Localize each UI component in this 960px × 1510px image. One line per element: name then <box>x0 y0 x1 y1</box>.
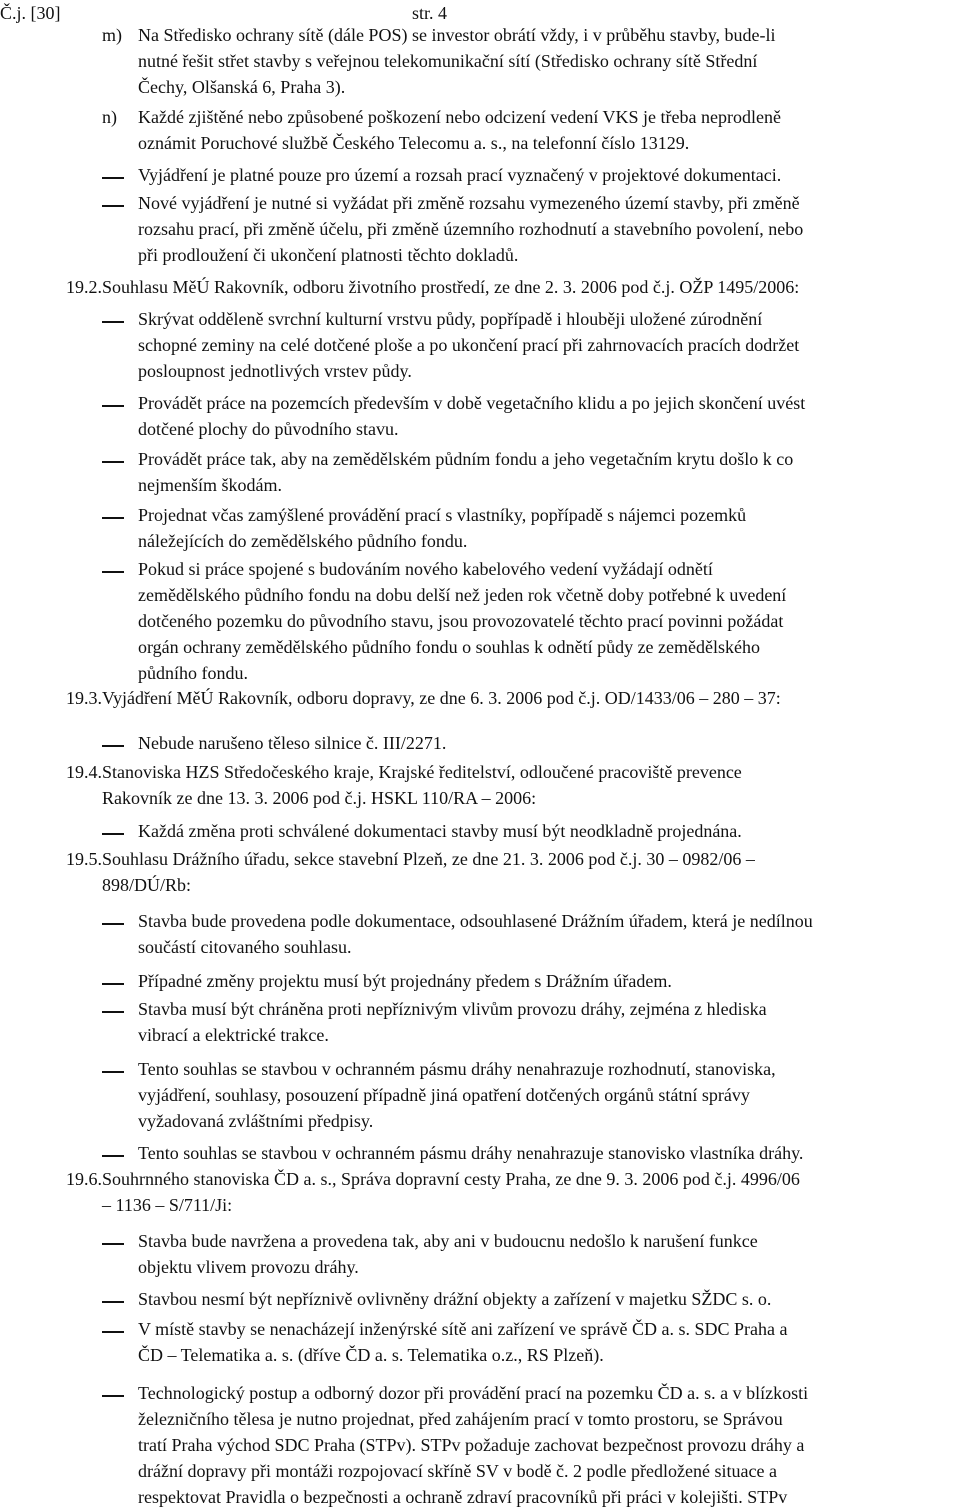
text-line: drážní dopravy při montáži rozpojovací skříně SV v bodě č. 2 podle předložené situace a <box>138 1461 777 1481</box>
text-line: – 1136 – S/711/Ji: <box>102 1195 233 1215</box>
text-line: schopné zeminy na celé dotčené ploše a po ukončení prací při zahrnovacích pracích dodržet <box>138 335 800 355</box>
dash-bullet <box>102 461 124 463</box>
dash-bullet <box>102 983 124 985</box>
text-line: Čechy, Olšanská 6, Praha 3). <box>138 77 346 97</box>
dash-bullet <box>102 205 124 207</box>
text-line: Každá změna proti schválené dokumentaci stavby musí být neodkladně projednána. <box>138 821 742 841</box>
text-line: nutné řešit střet stavby s veřejnou telekomunikační sítí (Středisko ochrany sítě Střední <box>138 51 758 71</box>
dash-bullet <box>102 321 124 323</box>
text-line: Vyjádření je platné pouze pro území a rozsah prací vyznačený v projektové dokumentaci. <box>138 165 782 185</box>
text-line: dotčeného pozemku do původního stavu, jsou provozovatelé těchto prací povinni požádat <box>138 611 784 631</box>
dash-bullet <box>102 571 124 573</box>
dash-bullet <box>102 1331 124 1333</box>
text-line: Provádět práce na pozemcích především v době vegetačního klidu a po jejich skončení uvést <box>138 393 806 413</box>
text-line: nejmenším škodám. <box>138 475 282 495</box>
text-line: součástí citovaného souhlasu. <box>138 937 352 957</box>
dash-bullet <box>102 177 124 179</box>
text-line: vyžadovaná zvláštními předpisy. <box>138 1111 374 1131</box>
text-line: Stavba bude provedena podle dokumentace, odsouhlasené Drážním úřadem, která je nedílnou <box>138 911 813 931</box>
text-line: ČD – Telematika a. s. (dříve ČD a. s. Telematika o.z., RS Plzeň). <box>138 1345 604 1365</box>
document-reference: Č.j. [30] <box>0 3 61 23</box>
dash-bullet <box>102 1155 124 1157</box>
text-line: vyjádření, souhlasy, posouzení případně jiná opatření dotčených orgánů státní správy <box>138 1085 750 1105</box>
text-line: Na Středisko ochrany sítě (dále POS) se investor obrátí vždy, i v průběhu stavby, bude-li <box>138 25 776 45</box>
text-line: rozsahu prací, při změně účelu, při změně územního rozhodnutí a stavebního povolení, nebo <box>138 219 804 239</box>
page-number: str. 4 <box>412 3 448 23</box>
text-line: oznámit Poruchové službě Českého Telecomu a. s., na telefonní číslo 13129. <box>138 133 690 153</box>
text-line: Provádět práce tak, aby na zemědělském půdním fondu a jeho vegetačním krytu došlo k co <box>138 449 794 469</box>
text-line: půdního fondu. <box>138 663 248 683</box>
text-line: 19.6.Souhrnného stanoviska ČD a. s., Správa dopravní cesty Praha, ze dne 9. 3. 2006 pod č.j. 4996/06 <box>66 1169 800 1189</box>
text-line: Technologický postup a odborný dozor při provádění prací na pozemku ČD a. s. a v blízkosti <box>138 1383 809 1403</box>
text-line: Pokud si práce spojené s budováním nového kabelového vedení vyžádají odnětí <box>138 559 713 579</box>
text-line: při prodloužení či ukončení platnosti těchto dokladů. <box>138 245 519 265</box>
dash-bullet <box>102 1243 124 1245</box>
item-marker: m) <box>102 25 122 45</box>
text-line: zemědělského půdního fondu na dobu delší než jeden rok včetně doby potřebné k uvedení <box>138 585 787 605</box>
text-line: 19.5.Souhlasu Drážního úřadu, sekce stavební Plzeň, ze dne 21. 3. 2006 pod č.j. 30 – 0982/06 – <box>66 849 755 869</box>
dash-bullet <box>102 833 124 835</box>
dash-bullet <box>102 1011 124 1013</box>
dash-bullet <box>102 1395 124 1397</box>
text-line: náležejících do zemědělského půdního fondu. <box>138 531 468 551</box>
text-line: Stavbou nesmí být nepříznivě ovlivněny drážní objekty a zařízení v majetku SŽDC s. o. <box>138 1289 772 1309</box>
text-line: Projednat včas zamýšlené provádění prací s vlastníky, popřípadě s nájemci pozemků <box>138 505 747 525</box>
text-line: Nové vyjádření je nutné si vyžádat při změně rozsahu vymezeného území stavby, při změně <box>138 193 800 213</box>
text-line: Rakovník ze dne 13. 3. 2006 pod č.j. HSKL 110/RA – 2006: <box>102 788 537 808</box>
dash-bullet <box>102 405 124 407</box>
text-line: Případné změny projektu musí být projednány předem s Drážním úřadem. <box>138 971 672 991</box>
text-line: 19.2.Souhlasu MěÚ Rakovník, odboru životního prostředí, ze dne 2. 3. 2006 pod č.j. OŽP 1495/2006: <box>66 277 800 297</box>
text-line: Stavba musí být chráněna proti nepříznivým vlivům provozu dráhy, zejména z hlediska <box>138 999 767 1019</box>
dash-bullet <box>102 923 124 925</box>
item-marker: n) <box>102 107 117 127</box>
text-line: posloupnost jednotlivých vrstev půdy. <box>138 361 412 381</box>
text-line: Stavba bude navržena a provedena tak, aby ani v budoucnu nedošlo k narušení funkce <box>138 1231 758 1251</box>
dash-bullet <box>102 1301 124 1303</box>
text-line: Tento souhlas se stavbou v ochranném pásmu dráhy nenahrazuje rozhodnutí, stanoviska, <box>138 1059 776 1079</box>
text-line: respektovat Pravidla o bezpečnosti a ochraně zdraví pracovníků při práci v kolejišti. STPv <box>138 1487 788 1507</box>
text-line: 898/DÚ/Rb: <box>102 875 192 895</box>
text-line: V místě stavby se nenacházejí inženýrské sítě ani zařízení ve správě ČD a. s. SDC Praha a <box>138 1319 788 1339</box>
dash-bullet <box>102 1071 124 1073</box>
text-line: Tento souhlas se stavbou v ochranném pásmu dráhy nenahrazuje stanovisko vlastníka dráhy. <box>138 1143 804 1163</box>
text-line: Každé zjištěné nebo způsobené poškození nebo odcizení vedení VKS je třeba neprodleně <box>138 107 781 127</box>
text-line: Skrývat odděleně svrchní kulturní vrstvu půdy, popřípadě i hlouběji uložené zúrodnění <box>138 309 763 329</box>
text-line: orgán ochrany zemědělského půdního fondu o souhlas k odnětí půdy ze zemědělského <box>138 637 761 657</box>
text-line: objektu vlivem provozu dráhy. <box>138 1257 359 1277</box>
text-line: tratí Praha východ SDC Praha (STPv). STPv požaduje zachovat bezpečnost provozu dráhy a <box>138 1435 805 1455</box>
text-line: Nebude narušeno těleso silnice č. III/2271. <box>138 733 447 753</box>
text-line: vibrací a elektrické trakce. <box>138 1025 329 1045</box>
text-line: 19.3.Vyjádření MěÚ Rakovník, odboru dopravy, ze dne 6. 3. 2006 pod č.j. OD/1433/06 – 280 – 37: <box>66 688 781 708</box>
dash-bullet <box>102 517 124 519</box>
text-line: železničního tělesa je nutno projednat, před zahájením prací v tomto prostoru, se Správou <box>138 1409 783 1429</box>
text-line: dotčené plochy do původního stavu. <box>138 419 399 439</box>
dash-bullet <box>102 745 124 747</box>
text-line: 19.4.Stanoviska HZS Středočeského kraje, Krajské ředitelství, odloučené pracoviště prevence <box>66 762 742 782</box>
